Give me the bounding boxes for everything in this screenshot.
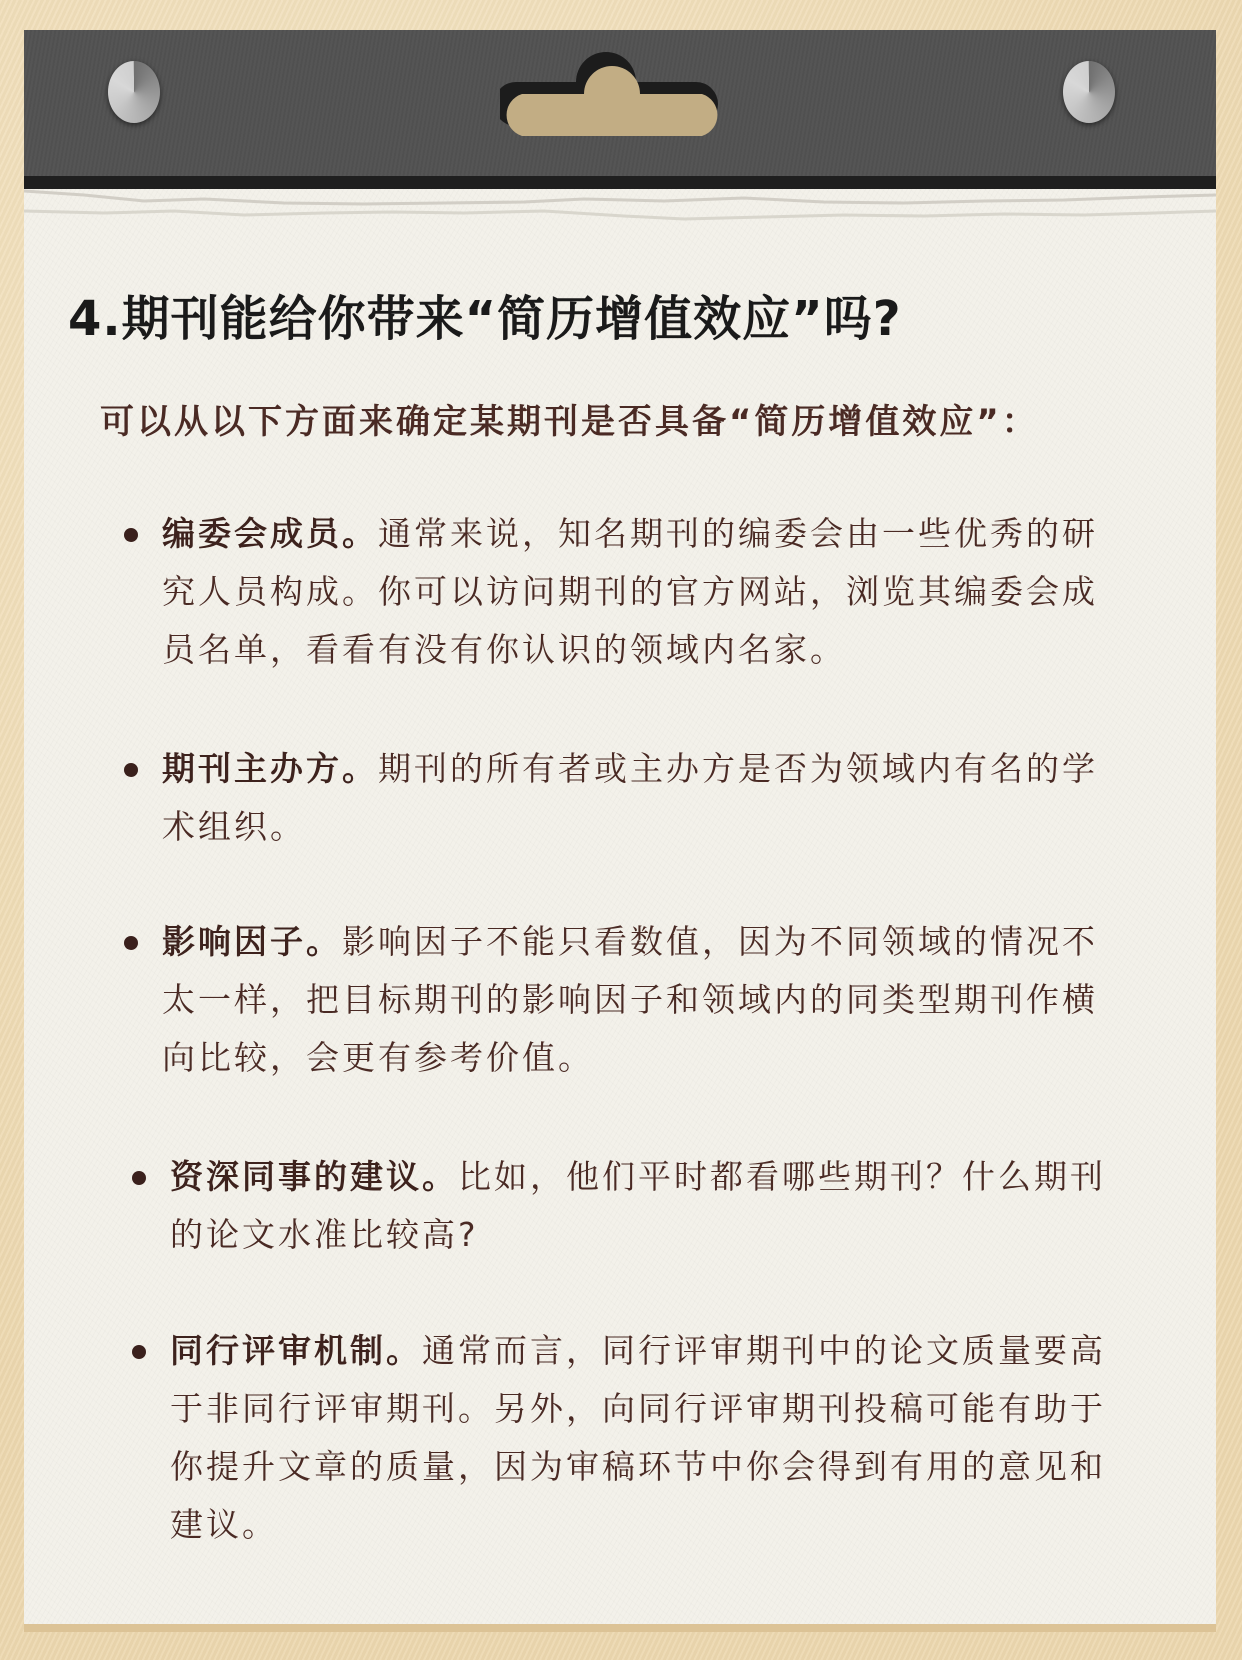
item-text: 比如，他们平时都看哪些期刊？什么期刊的论文水准比较高? — [170, 1157, 1106, 1254]
bullet-dot-icon — [132, 1345, 146, 1359]
item-lead: 期刊主办方。 — [162, 749, 378, 788]
list-item — [170, 1148, 1130, 1264]
list-item — [162, 740, 1122, 856]
bullet-dot-icon — [124, 528, 138, 542]
pin-knob-left-icon — [108, 61, 160, 123]
header-strip — [24, 176, 1216, 189]
hanger-slot-icon — [500, 52, 742, 138]
bullet-dot-icon — [132, 1171, 146, 1185]
torn-paper-edge — [24, 189, 1216, 229]
item-lead: 同行评审机制。 — [170, 1331, 422, 1370]
item-text: 通常而言，同行评审期刊中的论文质量要高于非同行评审期刊。另外，向同行评审期刊投稿可能有助于你提升文章的质量，因为审稿环节中你会得到有用的意见和建议。 — [170, 1331, 1106, 1544]
intro-subtitle: 可以从以下方面来确定某期刊是否具备“简历增值效应”： — [100, 402, 1039, 442]
list-item — [170, 1322, 1130, 1554]
list-item — [162, 913, 1122, 1087]
item-lead: 编委会成员。 — [162, 514, 378, 553]
bullet-dot-icon — [124, 763, 138, 777]
item-lead: 资深同事的建议。 — [170, 1157, 458, 1196]
item-lead: 影响因子。 — [162, 922, 342, 961]
item-text: 通常来说，知名期刊的编委会由一些优秀的研究人员构成。你可以访问期刊的官方网站，浏览其编委会成员名单，看看有没有你认识的领域内名家。 — [162, 514, 1098, 669]
bullet-dot-icon — [124, 936, 138, 950]
list-item — [162, 505, 1122, 679]
item-text: 影响因子不能只看数值，因为不同领域的情况不太一样，把目标期刊的影响因子和领域内的同类型期刊作横向比较，会更有参考价值。 — [162, 922, 1098, 1077]
pin-knob-right-icon — [1063, 61, 1115, 123]
page-title: 4.期刊能给你带来“简历增值效应”吗? — [68, 291, 902, 347]
item-text: 期刊的所有者或主办方是否为领域内有名的学术组织。 — [162, 749, 1098, 846]
